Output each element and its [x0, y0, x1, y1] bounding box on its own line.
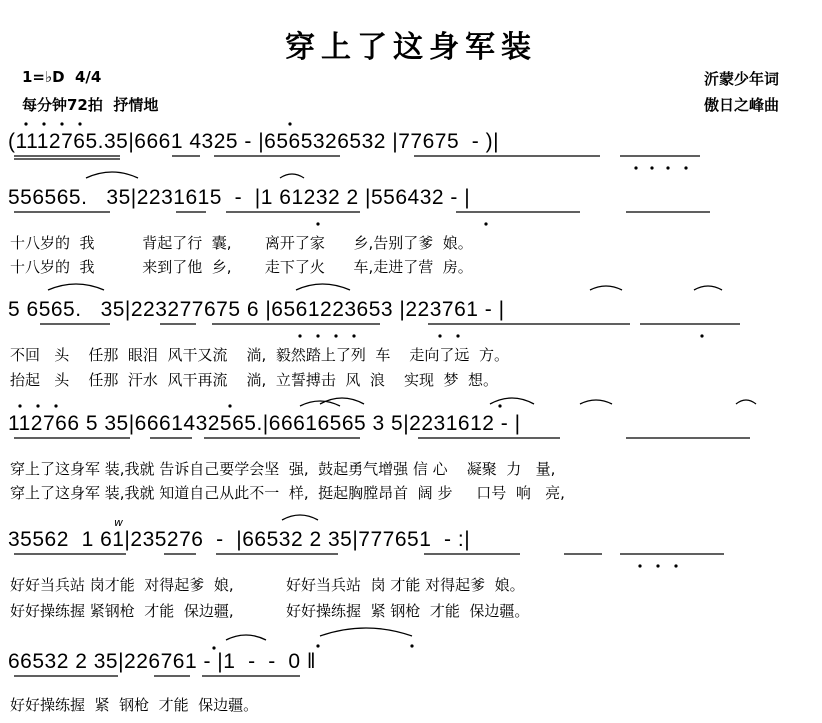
song-title: 穿上了这身军装 — [285, 30, 537, 65]
lyric-line-2b: 十八岁的 我 来到了他 乡, 走下了火 车,走进了营 房。 — [10, 258, 473, 276]
beam-underlines — [14, 156, 750, 676]
lyric-line-6a: 好好操练握 紧 钢枪 才能 保边疆。 — [10, 696, 259, 714]
octave-dots — [18, 122, 703, 649]
notation-line-6: 66532 2 35|226761 - |1 - - 0 ‖ — [8, 650, 317, 673]
composer-credit: 傲日之峰曲 — [704, 96, 780, 114]
notation-line-5: 35562 1 61|235276 - |66532 2 35|777651 - :| — [8, 528, 471, 551]
lyric-line-2a: 十八岁的 我 背起了行 囊, 离开了家 乡,告别了爹 娘。 — [10, 234, 473, 252]
lyric-line-3b: 抬起 头 任那 汗水 风干再流 淌, 立誓搏击 风 浪 实现 梦 想。 — [10, 371, 499, 389]
lyric-line-4a: 穿上了这身军 装,我就 告诉自己要学会坚 强, 鼓起勇气增强 信 心 凝聚 力 量, — [10, 460, 556, 478]
notation-line-3: 5 6565. 35|223277675 6 |6561223653 |223761 - | — [8, 298, 505, 321]
notation-line-1: (1112765.35|6661 4325 - |6565326532 |77675 - )| — [8, 130, 500, 153]
lyric-line-4b: 穿上了这身军 装,我就 知道自己从此不一 样, 挺起胸膛昂首 阔 步 口号 响 亮, — [10, 484, 565, 502]
slur-arcs — [48, 172, 756, 640]
lyric-line-5a: 好好当兵站 岗才能 对得起爹 娘, 好好当兵站 岗 才能 对得起爹 娘。 — [10, 576, 525, 594]
key-signature: 1=♭D 4/4 — [22, 68, 102, 86]
notation-line-2: 556565. 35|2231615 - |1 61232 2 |556432 - | — [8, 186, 471, 209]
tempo-marking: 每分钟72拍 抒情地 — [22, 96, 159, 114]
lyric-line-3a: 不回 头 任那 眼泪 风干又流 淌, 毅然踏上了列 车 走向了远 方。 — [10, 346, 509, 364]
trill-mark: w — [114, 516, 123, 529]
lyric-line-5b: 好好操练握 紧钢枪 才能 保边疆, 好好操练握 紧 钢枪 才能 保边疆。 — [10, 602, 530, 620]
lyricist-credit: 沂蒙少年词 — [704, 70, 780, 88]
notation-line-4: 112766 5 35|6661432565.|66616565 3 5|2231612 - | — [8, 412, 521, 435]
